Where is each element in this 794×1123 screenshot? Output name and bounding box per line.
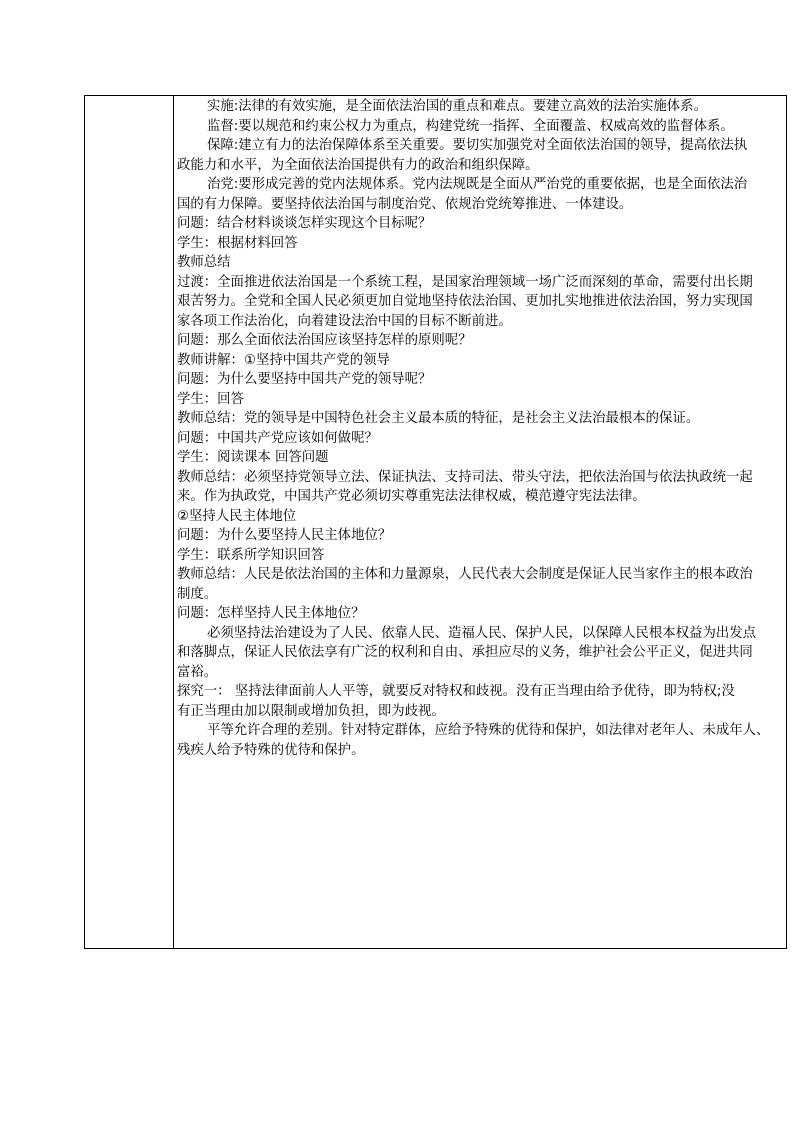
text-line: 实施:法律的有效实施，是全面依法治国的重点和难点。要建立高效的法治实施体系。 — [207, 99, 707, 114]
text-line: 问题：结合材料谈谈怎样实现这个目标呢？ — [177, 216, 432, 231]
text-line: 问题：为什么要坚持中国共产党的领导呢？ — [177, 372, 432, 387]
text-line: 探究一： 坚持法律面前人人平等，就要反对特权和歧视。没有正当理由给予优待，即为特权;没 — [177, 684, 735, 699]
text-line: 监督:要以规范和约束公权力为重点，构建党统一指挥、全面覆盖、权威高效的监督体系。 — [207, 118, 734, 134]
text-line: 制度。 — [177, 586, 218, 602]
text-line: 教师总结：必须坚持党领导立法、保证执法、支持司法、带头守法，把依法治国与依法执政统一起 — [177, 469, 753, 485]
text-line: 艰苦努力。全党和全国人民必须更加自觉地坚持依法治国、更加扎实地推进依法治国，努力实现国 — [177, 294, 753, 309]
text-line: 富裕。 — [177, 664, 218, 680]
lesson-content-cell — [177, 97, 789, 760]
text-line: 问题：那么全面依法治国应该坚持怎样的原则呢？ — [177, 333, 472, 348]
text-line: 教师总结：人民是依法治国的主体和力量源泉，人民代表大会制度是保证人民当家作主的根本政治 — [177, 567, 753, 582]
text-line: 学生：阅读课本 回答问题 — [177, 450, 329, 465]
text-line: 有正当理由加以限制或增加负担，即为歧视。 — [177, 703, 445, 719]
text-line: 和落脚点，保证人民依法享有广泛的权利和自由、承担应尽的义务，维护社会公平正义，促进共同 — [177, 645, 753, 660]
text-line: 治党:要形成完善的党内法规体系。党内法规既是全面从严治党的重要依据，也是全面依法治 — [207, 177, 748, 192]
text-line: 家各项工作法治化，向着建设法治中国的目标不断前进。 — [177, 313, 512, 329]
text-line: 问题：中国共产党应该如何做呢？ — [177, 430, 378, 446]
text-line: 教师讲解：①坚持中国共产党的领导 — [177, 352, 390, 368]
text-line: 政能力和水平，为全面依法治国提供有力的政治和组织保障。 — [177, 157, 539, 173]
text-line: 残疾人给予特殊的优待和保护。 — [177, 742, 365, 758]
text-line: ②坚持人民主体地位 — [177, 508, 297, 524]
text-line: 过渡：全面推进依法治国是一个系统工程，是国家治理领域一场广泛而深刻的革命，需要付出长期 — [177, 274, 753, 290]
text-line: 教师总结：党的领导是中国特色社会主义最本质的特征，是社会主义法治最根本的保证。 — [177, 411, 700, 426]
text-line: 学生：联系所学知识回答 — [177, 547, 325, 563]
text-line: 平等允许合理的差别。针对特定群体，应给予特殊的优待和保护，如法律对老年人、未成年人、 — [207, 723, 770, 738]
text-line: 来。作为执政党，中国共产党必须切实尊重宪法法律权威，模范遵守宪法法律。 — [177, 489, 646, 504]
text-line: 学生：根据材料回答 — [177, 235, 298, 251]
text-line: 国的有力保障。要坚持依法治国与制度治党、依规治党统筹推进、一体建设。 — [177, 196, 633, 212]
text-line: 问题：为什么要坚持人民主体地位？ — [177, 528, 392, 543]
lesson-table — [84, 95, 787, 949]
text-line: 教师总结 — [177, 255, 231, 270]
text-line: 学生：回答 — [177, 391, 244, 407]
text-line: 问题：怎样坚持人民主体地位？ — [177, 606, 365, 621]
column-divider — [173, 96, 174, 948]
text-line: 保障:建立有力的法治保障体系至关重要。要切实加强党对全面依法治国的领导，提高依法执 — [207, 138, 748, 153]
text-line: 必须坚持法治建设为了人民、依靠人民、造福人民、保护人民，以保障人民根本权益为出发点 — [207, 625, 757, 641]
